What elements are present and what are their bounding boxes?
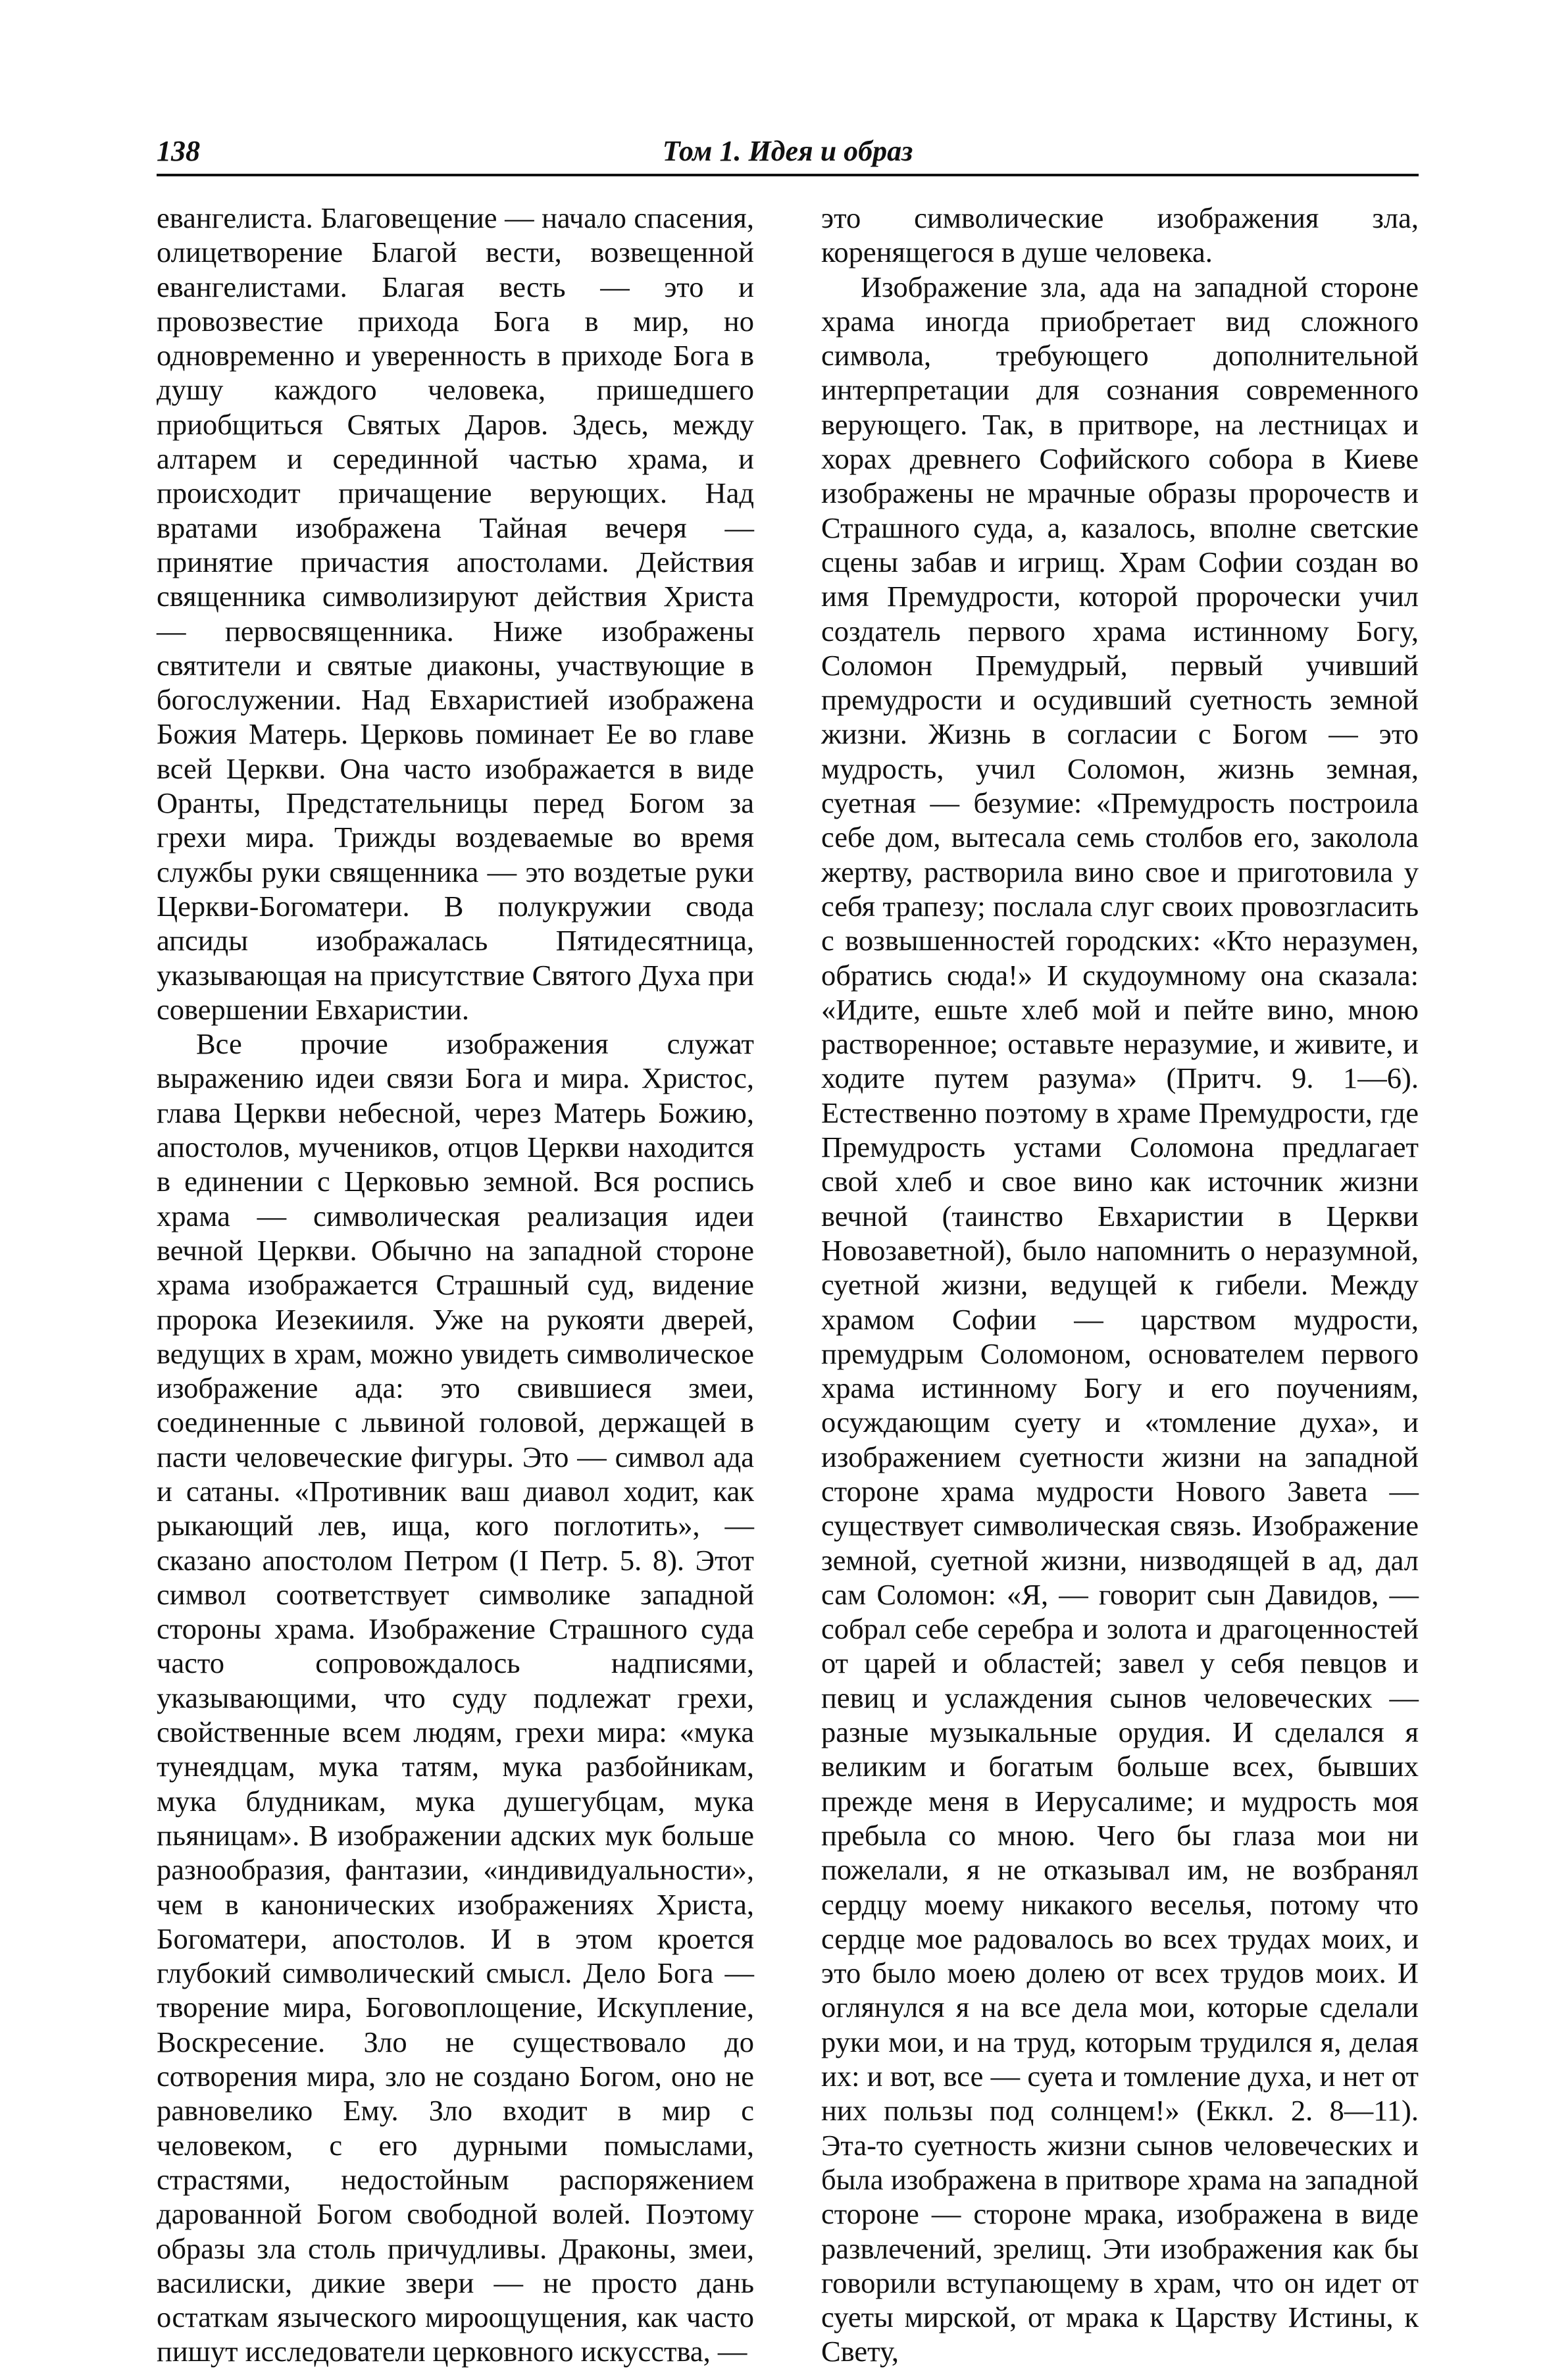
running-title: Том 1. Идея и образ (662, 135, 913, 167)
left-column (157, 201, 754, 2369)
paragraph: Изображение зла, ада на западной стороне храма иногда приобретает вид сложного символа, требующего дополнительной интерпретации для сознания современного верующего. Так, в притворе, на лестницах и хорах древнего Софийского собора в Киеве изображены не мрачные образы пророчеств и Страшного суда, а, казалось, вполне светские сцены забав и игрищ. Храм Софии создан во имя Премудрости, которой пророчески учил создатель первого храма истинному Богу, Соломон Премудрый, первый учивший премудрости и осудивший суетность земной жизни. Жизнь в согласии с Богом — это мудрость, учил Соломон, жизнь земная, суетная — безумие: «Премудрость построила себе дом, вытесала семь столбов его, заколола жертву, растворила вино свое и приготовила у себя трапезу; послала слуг своих провозгласить с возвышенностей городских: «Кто неразумен, обратись сюда!» И скудоумному она сказала: «Идите, ешьте хлеб мой и пейте вино, мною растворенное; оставьте неразумие, и живите, и ходите путем разума» (Притч. 9. 1—6). Естественно поэтому в храме Премудрости, где Премудрость устами Соломона предлагает свой хлеб и свое вино как источник жизни вечной (таинство Евхаристии в Церкви Новозаветной), было напомнить о неразумной, суетной жизни, ведущей к гибели. Между храмом Софии — царством мудрости, премудрым Соломоном, основателем первого храма истинному Богу и его поучениям, осуждающим суету и «томление духа», и изображением суетности жизни на западной стороне храма мудрости Нового Завета — существует символическая связь. Изображение земной, суетной жизни, низводящей в ад, дал сам Соломон: «Я, — говорит сын Давидов, — собрал себе серебра и золота и драгоценностей от царей и областей; завел у себя певцов и певиц и услаждения сынов человеческих — разные музыкальные орудия. И сделался я великим и богатым больше всех, бывших прежде меня в Иерусалиме; и мудрость моя пребыла со мною. Чего бы глаза мои ни пожелали, я не отказывал им, не возбранял сердцу моему никакого веселья, потому что сердце мое радовалось во всех трудах моих, и это было моею долею от всех трудов моих. И оглянулся я на все дела мои, которые сделали руки мои, и на труд, которым трудился я, делая их: и вот, все — суета и томление духа, и нет от них пользы под солнцем!» (Еккл. 2. 8—11). Эта-то суетность жизни сынов человеческих и была изображена в притворе храма на западной стороне — стороне мрака, изображена в виде развлечений, зрелищ. Эти изображения как бы говорили вступающему в храм, что он идет от суеты мирской, от мрака к Царству Истины, к Свету, (821, 270, 1419, 2368)
page-number: 138 (157, 135, 200, 167)
paragraph: Все прочие изображения служат выражению идеи связи Бога и мира. Христос, глава Церкви небесной, через Матерь Божию, апостолов, мучеников, отцов Церкви находится в единении с Церковью земной. Вся роспись храма — символическая реализация идеи вечной Церкви. Обычно на западной стороне храма изображается Страшный суд, видение пророка Иезекииля. Уже на рукояти дверей, ведущих в храм, можно увидеть символическое изображение ада: это свившиеся змеи, соединенные с львиной головой, держащей в пасти человеческие фигуры. Это — символ ада и сатаны. «Противник ваш диавол ходит, как рыкающий лев, ища, кого поглотить», — сказано апостолом Петром (I Петр. 5. 8). Этот символ соответствует символике западной стороны храма. Изображение Страшного суда часто сопровождалось надписями, указывающими, что суду подлежат грехи, свойственные всем людям, грехи мира: «мука тунеядцам, мука татям, мука разбойникам, мука блудникам, мука душегубцам, мука пьяницам». В изображении адских мук больше разнообразия, фантазии, «индивидуальности», чем в канонических изображениях Христа, Богоматери, апостолов. И в этом кроется глубокий символический смысл. Дело Бога — творение мира, Боговоплощение, Искупление, Воскресение. Зло не существовало до сотворения мира, зло не создано Богом, оно не равновелико Ему. Зло входит в мир с человеком, с его дурными помыслами, страстями, недостойным распоряжением дарованной Богом свободной волей. Поэтому образы зла столь причудливы. Драконы, змеи, василиски, дикие звери — не просто дань остаткам языческого мироощущения, как часто пишут исследователи церковного искусства, — (157, 1027, 754, 2368)
page-header (157, 132, 1419, 176)
paragraph: евангелиста. Благовещение — начало спасения, олицетворение Благой вести, возвещенной евангелистами. Благая весть — это и провозвестие прихода Бога в мир, но одновременно и уверенность в приходе Бога в душу каждого человека, пришедшего приобщиться Святых Даров. Здесь, между алтарем и серединной частью храма, и происходит причащение верующих. Над вратами изображена Тайная вечеря — принятие причастия апостолами. Действия священника символизируют действия Христа — первосвященника. Ниже изображены святители и святые диаконы, участвующие в богослужении. Над Евхаристией изображена Божия Матерь. Церковь поминает Ее во главе всей Церкви. Она часто изображается в виде Оранты, Предстательницы перед Богом за грехи мира. Трижды воздеваемые во время службы руки священника — это воздетые руки Церкви-Богоматери. В полукружии свода апсиды изображалась Пятидесятница, указывающая на присутствие Святого Духа при совершении Евхаристии. (157, 201, 754, 1026)
right-column (821, 201, 1419, 2369)
paragraph: это символические изображения зла, коренящегося в душе человека. (821, 201, 1419, 269)
